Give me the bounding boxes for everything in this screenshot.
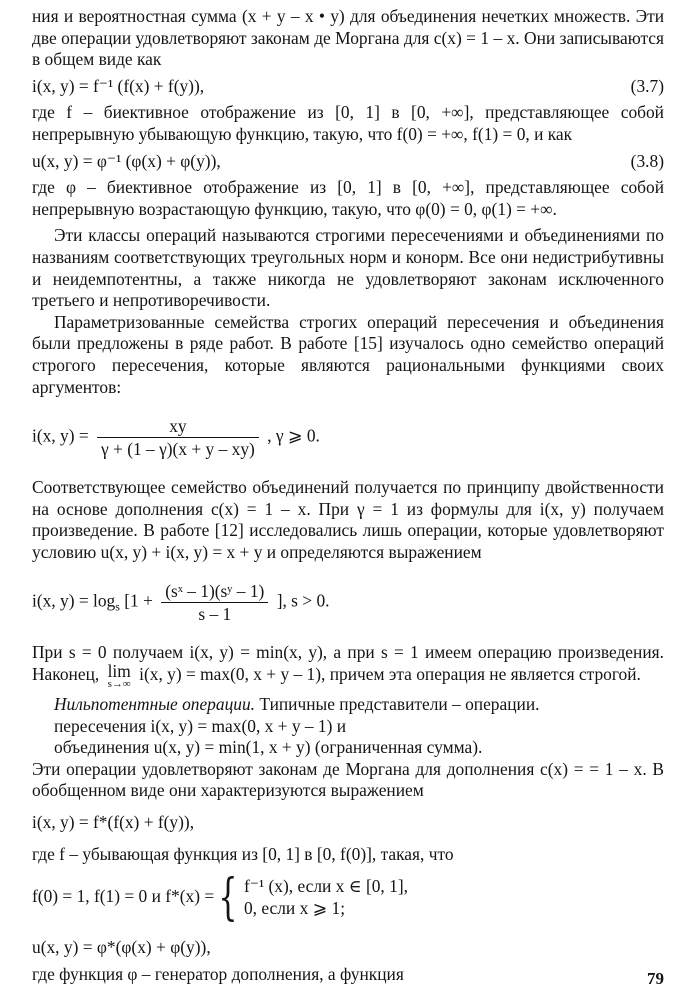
equation-3-7 [32,76,664,98]
fraction-denominator: s – 1 [198,604,232,625]
limit-text-after: i(x, y) = max(0, x + y – 1), причем эта операция не является строгой. [139,664,641,685]
equation-frank-bracket: [1 + [119,590,153,611]
fraction-numerator: (sˣ – 1)(sʸ – 1) [161,581,268,603]
fraction-denominator: γ + (1 – γ)(x + y – xy) [101,439,255,460]
equation-3-8-body: u(x, y) = φ⁻¹ (φ(x) + φ(y)), [32,150,221,171]
equation-pseudo-inverse: i(x, y) = f*(f(x) + f(y)), [32,812,195,833]
limit-operator [107,661,131,691]
limit-subscript: s→∞ [107,678,131,691]
paragraph-generator: где функция φ – генератор дополнения, а функция [32,963,404,984]
equation-frank-lhs: i(x, y) = log [32,590,116,611]
equation-frank [32,581,664,624]
equation-3-8 [32,151,664,173]
paragraph-phi-definition: где φ – биективное отображение из [0, 1] в [0, +∞], представляющее собой непрерывную возрастающую функцию, такую, что φ(0) = 0, φ(1) = +∞. [32,177,664,219]
nilpotent-intro: Типичные представители – операции. [259,694,540,715]
equation-3-7-body: i(x, y) = f⁻¹ (f(x) + f(y)), [32,75,205,96]
equation-hamacher-fraction [97,416,259,459]
equation-frank-fraction [161,581,268,624]
paragraph-f-definition: где f – биективное отображение из [0, 1] в [0, +∞], представляющее собой непрерывную убывающую функцию, такую, что f(0) = +∞, f(1) = 0, и как [32,102,664,144]
limit-text-before: При s = 0 получаем i(x, y) = min(x, y), а при s = 1 имеем операцию произведения. Наконец, [32,642,664,685]
equation-cases [32,868,664,927]
equation-frank-condition: ], s > 0. [276,590,330,611]
page-number: 79 [647,969,664,988]
equation-hamacher-lhs: i(x, y) = [32,425,89,446]
fraction-numerator: xy [97,416,259,438]
equation-hamacher-condition: , γ ⩾ 0. [267,425,320,446]
paragraph-dual-family: Соответствующее семейство объединений получается по принципу двойственности на основе дополнения c(x) = 1 – x. При γ = 1 из формулы для i(x, y) получаем произведение. В работе [12] исследовались лишь операции, которые удовлетворяют условию u(x, y) + i(x, y) = x + y и определяются выражением [32,477,664,562]
paragraph-decreasing-function: где f – убывающая функция из [0, 1] в [0, f(0)], такая, что [32,843,454,864]
nilpotent-union-line: объединения u(x, y) = min(1, x + y) (ограниченная сумма). [54,737,483,758]
nilpotent-title: Нильпотентные операции. [54,694,256,715]
equation-3-8-number: (3.8) [630,150,664,171]
cases-lhs: f(0) = 1, f(1) = 0 и f*(x) = [32,886,215,907]
paragraph-nilpotent-heading [32,694,664,716]
paragraph-intro: ния и вероятностная сумма (x + y – x • y) для объединения нечетких множеств. Эти две операции удовлетворяют законам де Моргана для c(x) = 1 – x. Они записываются в общем виде как [32,6,664,70]
paragraph-limit-cases [32,642,664,689]
equation-union-generator: u(x, y) = φ*(φ(x) + φ(y)), [32,937,211,958]
left-brace: { [218,868,238,927]
case-first: f⁻¹ (x), если x ∈ [0, 1], [243,876,408,897]
equation-hamacher [32,416,664,459]
log-base: s [115,599,120,614]
cases-wrapper [32,868,408,927]
paragraph-parametrized-families: Параметризованные семейства строгих операций пересечения и объединения были предложены в ряде работ. В работе [15] изучалось одно семейство операций строгого пересечения, которые являются рациональными функциями своих аргументов: [32,311,664,397]
limit-word: lim [107,661,131,682]
nilpotent-intersection-line: пересечения i(x, y) = max(0, x + y – 1) и [54,715,347,736]
case-second: 0, если x ⩾ 1; [243,898,346,919]
paragraph-de-morgan: Эти операции удовлетворяют законам де Моргана для дополнения c(x) = = 1 – x. В обобщенном виде они характеризуются выражением [32,758,664,801]
equation-3-7-number: (3.7) [630,75,664,96]
paragraph-strict-classes: Эти классы операций называются строгими пересечениями и объединениями по названиям соответствующих треугольных норм и конорм. Все они недистрибутивны и неидемпотентны, а также никогда не удовлетворяют законам исключенного третьего и непротиворечивости. [32,225,664,311]
cases-list [244,875,408,919]
